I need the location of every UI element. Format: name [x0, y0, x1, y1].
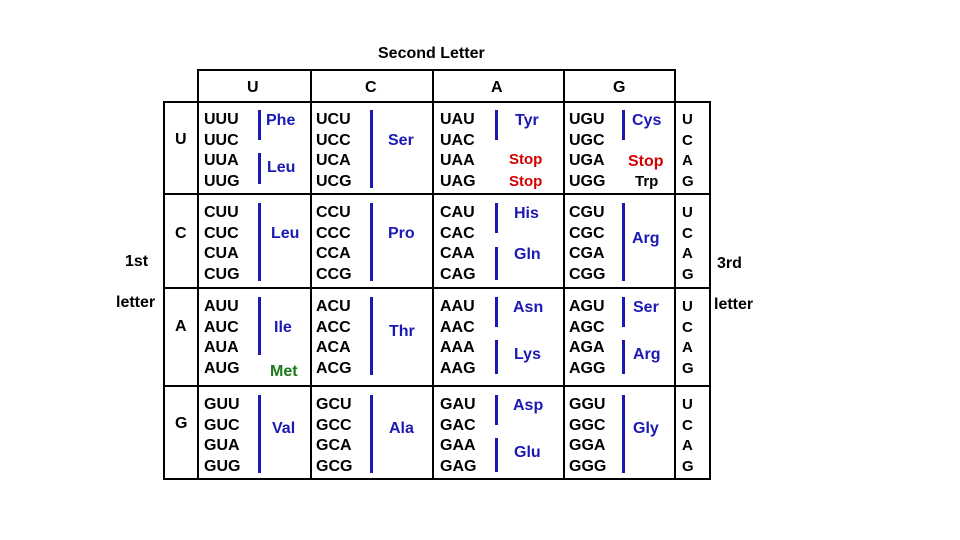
- amino-acid-label: Leu: [267, 159, 296, 176]
- codon-group-bracket: [370, 203, 373, 281]
- amino-acid-label: Tyr: [515, 112, 539, 129]
- codon-group-bracket: [622, 203, 625, 281]
- third-letter-label-line2: letter: [714, 296, 754, 313]
- header-divider: [563, 69, 565, 101]
- first-letter-g: G: [175, 415, 188, 432]
- codon-group-bracket: [495, 395, 498, 425]
- second-letter-a: A: [491, 79, 503, 96]
- codon: UUG: [204, 172, 240, 190]
- codon: AUG: [204, 359, 240, 377]
- codon: UUA: [204, 152, 239, 169]
- third-letter: U: [682, 298, 693, 315]
- third-letters-u-row: [682, 110, 702, 192]
- codon: UAA: [440, 152, 475, 169]
- codon: GAU: [440, 396, 476, 413]
- third-letter: G: [682, 457, 694, 475]
- codon-group-ag: [569, 297, 605, 379]
- grid-col-divider: [432, 101, 434, 480]
- second-letter-u: U: [247, 79, 259, 96]
- third-letter: A: [682, 339, 693, 356]
- codon: GAG: [440, 457, 477, 475]
- codon: AUC: [204, 318, 239, 336]
- codon: CGU: [569, 204, 605, 221]
- codon: GCA: [316, 437, 352, 454]
- codon: CAC: [440, 224, 475, 242]
- amino-acid-label: Asp: [513, 397, 544, 414]
- amino-acid-label: Lys: [514, 346, 541, 363]
- codon-group-gc: [316, 395, 352, 477]
- codon: CGC: [569, 224, 605, 242]
- codon-group-bracket: [258, 395, 261, 473]
- amino-acid-label: Pro: [388, 225, 415, 242]
- codon-group-bracket: [495, 110, 498, 140]
- grid-top-border: [163, 101, 711, 103]
- third-letters-c-row: [682, 203, 702, 285]
- codon: GCG: [316, 457, 353, 475]
- amino-acid-label: Gln: [514, 246, 541, 263]
- grid-col-divider: [674, 101, 676, 480]
- codon-group-bracket: [622, 395, 625, 473]
- first-letter-a: A: [175, 318, 187, 335]
- codon: AAG: [440, 359, 476, 377]
- third-letter: A: [682, 152, 693, 169]
- codon: GGG: [569, 457, 607, 475]
- codon: UCG: [316, 172, 352, 190]
- codon-group-bracket: [370, 297, 373, 375]
- codon-group-cc: [316, 203, 352, 285]
- amino-acid-label: Asn: [513, 299, 544, 316]
- codon: GAA: [440, 437, 476, 454]
- second-letter-c: C: [365, 79, 377, 96]
- codon-group-ua: [440, 110, 476, 192]
- third-letter: C: [682, 318, 693, 336]
- codon-group-ca: [440, 203, 476, 285]
- grid-col-divider: [563, 101, 565, 480]
- third-letter: A: [682, 437, 693, 454]
- first-letter-label-line1: 1st: [125, 253, 149, 270]
- codon-group-ga: [440, 395, 476, 477]
- grid-right-border: [709, 101, 711, 480]
- amino-acid-label: Cys: [632, 112, 662, 129]
- third-letter: C: [682, 416, 693, 434]
- codon: CGA: [569, 245, 605, 262]
- amino-acid-label: Ser: [388, 132, 414, 149]
- codon: CAG: [440, 265, 476, 283]
- header-divider: [432, 69, 434, 101]
- codon-group-uu: [204, 110, 240, 192]
- codon: AGG: [569, 359, 606, 377]
- codon: CGG: [569, 265, 606, 283]
- codon: ACG: [316, 359, 352, 377]
- codon-group-bracket: [370, 110, 373, 188]
- third-letter: U: [682, 396, 693, 413]
- third-letter-label-line1: 3rd: [717, 255, 742, 272]
- amino-acid-label: Gly: [633, 420, 659, 437]
- third-letter: U: [682, 204, 693, 221]
- codon: UAC: [440, 131, 475, 149]
- codon: UGA: [569, 152, 605, 169]
- codon-group-gg: [569, 395, 606, 477]
- codon: GUU: [204, 396, 240, 413]
- codon-group-bracket: [495, 203, 498, 233]
- codon: AAC: [440, 318, 475, 336]
- amino-acid-label: Phe: [266, 112, 296, 129]
- stop-codon-label: Stop: [628, 153, 664, 170]
- codon: ACC: [316, 318, 351, 336]
- codon-group-bracket: [622, 297, 625, 327]
- codon-group-bracket: [258, 203, 261, 281]
- codon: UGC: [569, 131, 605, 149]
- codon: CUC: [204, 224, 239, 242]
- codon: UAU: [440, 111, 475, 128]
- codon-group-cg: [569, 203, 605, 285]
- codon: CAU: [440, 204, 475, 221]
- codon-group-bracket: [495, 340, 498, 374]
- codon: GGU: [569, 396, 606, 413]
- grid-bottom-border: [163, 478, 711, 480]
- amino-acid-label: Leu: [271, 225, 300, 242]
- codon-group-uc: [316, 110, 352, 192]
- codon: GUA: [204, 437, 240, 454]
- codon: GUG: [204, 457, 241, 475]
- third-letter: A: [682, 245, 693, 262]
- codon: ACU: [316, 298, 351, 315]
- table-title: Second Letter: [378, 45, 485, 62]
- amino-acid-label: Glu: [514, 444, 541, 461]
- third-letter: G: [682, 265, 694, 283]
- codon-group-bracket: [495, 438, 498, 472]
- codon: UAG: [440, 172, 476, 190]
- codon: CUA: [204, 245, 239, 262]
- codon: UUC: [204, 131, 239, 149]
- codon: AAA: [440, 339, 475, 356]
- codon: UUU: [204, 111, 239, 128]
- codon-group-bracket: [622, 110, 625, 140]
- codon-group-bracket: [258, 297, 261, 355]
- third-letter: G: [682, 172, 694, 190]
- codon: GGA: [569, 437, 606, 454]
- codon: CCC: [316, 224, 351, 242]
- stop-codon-label: Stop: [509, 173, 543, 190]
- codon: AGC: [569, 318, 605, 336]
- codon: CUG: [204, 265, 240, 283]
- codon-group-bracket: [370, 395, 373, 473]
- codon: UGU: [569, 111, 605, 128]
- stop-codon-label: Stop: [509, 151, 543, 168]
- third-letter: C: [682, 224, 693, 242]
- amino-acid-label: Arg: [632, 230, 660, 247]
- grid-row-divider: [163, 385, 711, 387]
- codon-group-bracket: [495, 297, 498, 327]
- codon-group-bracket: [258, 153, 261, 184]
- header-divider: [310, 69, 312, 101]
- third-letters-a-row: [682, 297, 702, 379]
- codon-group-bracket: [258, 110, 261, 140]
- codon: AUU: [204, 298, 239, 315]
- codon-group-cu: [204, 203, 240, 285]
- codon: UCU: [316, 111, 351, 128]
- first-letter-label-line2: letter: [116, 294, 156, 311]
- codon: GCC: [316, 416, 352, 434]
- codon: CAA: [440, 245, 475, 262]
- codon: CCU: [316, 204, 351, 221]
- codon: AGA: [569, 339, 605, 356]
- second-letter-g: G: [613, 79, 626, 96]
- third-letters-g-row: [682, 395, 702, 477]
- amino-acid-label: His: [514, 205, 539, 222]
- codon-group-aa: [440, 297, 476, 379]
- first-letter-u: U: [175, 131, 187, 148]
- amino-acid-label: Val: [272, 420, 296, 437]
- codon: GGC: [569, 416, 606, 434]
- start-codon-label: Met: [270, 363, 298, 380]
- codon: UCC: [316, 131, 351, 149]
- codon-group-gu: [204, 395, 240, 477]
- codon: UGG: [569, 172, 606, 190]
- grid-row-divider: [163, 193, 711, 195]
- codon: GUC: [204, 416, 240, 434]
- third-letter: C: [682, 131, 693, 149]
- amino-acid-label: Thr: [389, 323, 415, 340]
- codon: CCA: [316, 245, 351, 262]
- third-letter: G: [682, 359, 694, 377]
- codon: CUU: [204, 204, 239, 221]
- codon-group-ac: [316, 297, 352, 379]
- first-letter-c: C: [175, 225, 187, 242]
- third-letter: U: [682, 111, 693, 128]
- codon: UCA: [316, 152, 351, 169]
- grid-col-divider: [197, 101, 199, 480]
- amino-acid-label: Trp: [635, 173, 659, 190]
- codon: ACA: [316, 339, 351, 356]
- codon: CCG: [316, 265, 352, 283]
- header-right-border: [674, 69, 676, 101]
- codon: GCU: [316, 396, 352, 413]
- header-top-border: [197, 69, 676, 71]
- codon: AUA: [204, 339, 239, 356]
- codon-group-au: [204, 297, 240, 379]
- codon-group-bracket: [622, 340, 625, 374]
- header-left-border: [197, 69, 199, 101]
- amino-acid-label: Ile: [274, 319, 292, 336]
- amino-acid-label: Ala: [389, 420, 414, 437]
- grid-row-divider: [163, 287, 711, 289]
- amino-acid-label: Ser: [633, 299, 659, 316]
- codon: GAC: [440, 416, 476, 434]
- codon: AGU: [569, 298, 605, 315]
- grid-col-divider: [310, 101, 312, 480]
- amino-acid-label: Arg: [633, 346, 661, 363]
- codon: AAU: [440, 298, 475, 315]
- codon-group-bracket: [495, 247, 498, 280]
- codon-group-ug: [569, 110, 605, 192]
- grid-left-border: [163, 101, 165, 480]
